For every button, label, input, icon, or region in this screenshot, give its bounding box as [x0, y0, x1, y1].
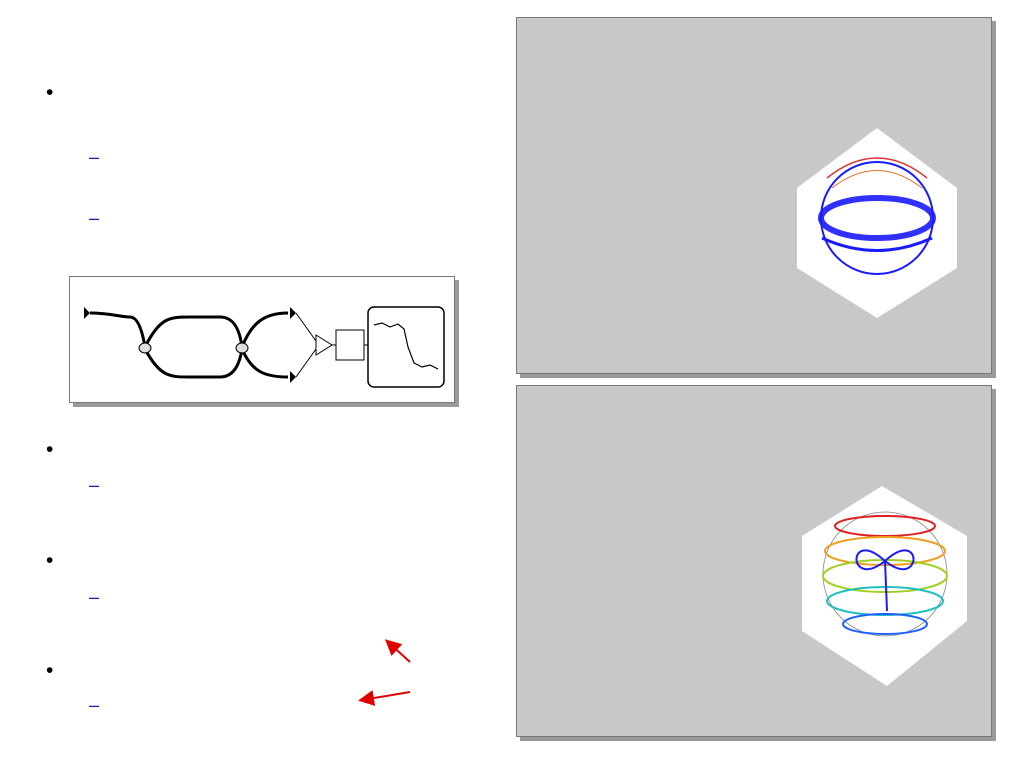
sub-dash: –	[89, 695, 100, 715]
bullet-dot: •	[46, 549, 54, 572]
amplifier	[316, 335, 332, 355]
bloch-sphere-j1	[797, 128, 957, 318]
laser-photodiode	[84, 307, 90, 319]
oscilloscope-screen	[368, 307, 444, 387]
spinometer-diagram	[69, 276, 455, 403]
bullet-dot: •	[46, 81, 54, 104]
sub-dash: –	[89, 147, 100, 167]
sub-dash: –	[89, 208, 100, 228]
fiber-input	[90, 313, 145, 347]
fiber-out-b	[242, 349, 288, 377]
arrow-to-capabilities	[388, 642, 410, 662]
detector-a	[290, 307, 296, 319]
coupler-left	[139, 343, 151, 353]
figure-bottom-svg	[517, 386, 991, 736]
fiber-out-a	[242, 313, 288, 347]
fiber-lower	[145, 349, 242, 377]
bullet-dot: •	[46, 438, 54, 461]
sub-dash: –	[89, 475, 100, 495]
figure-bottom	[516, 385, 992, 737]
coupler-right	[236, 343, 248, 353]
figure-top-svg	[517, 18, 991, 373]
fiber-upper	[145, 317, 242, 347]
bullet-dot: •	[46, 659, 54, 682]
diagram-svg	[70, 277, 454, 402]
arrow-to-design-rules	[362, 692, 410, 700]
low-pass-filter	[336, 330, 364, 360]
detector-b	[290, 371, 296, 383]
bloch-sphere-j5	[802, 486, 967, 686]
sub-dash: –	[89, 587, 100, 607]
figure-top	[516, 17, 992, 374]
